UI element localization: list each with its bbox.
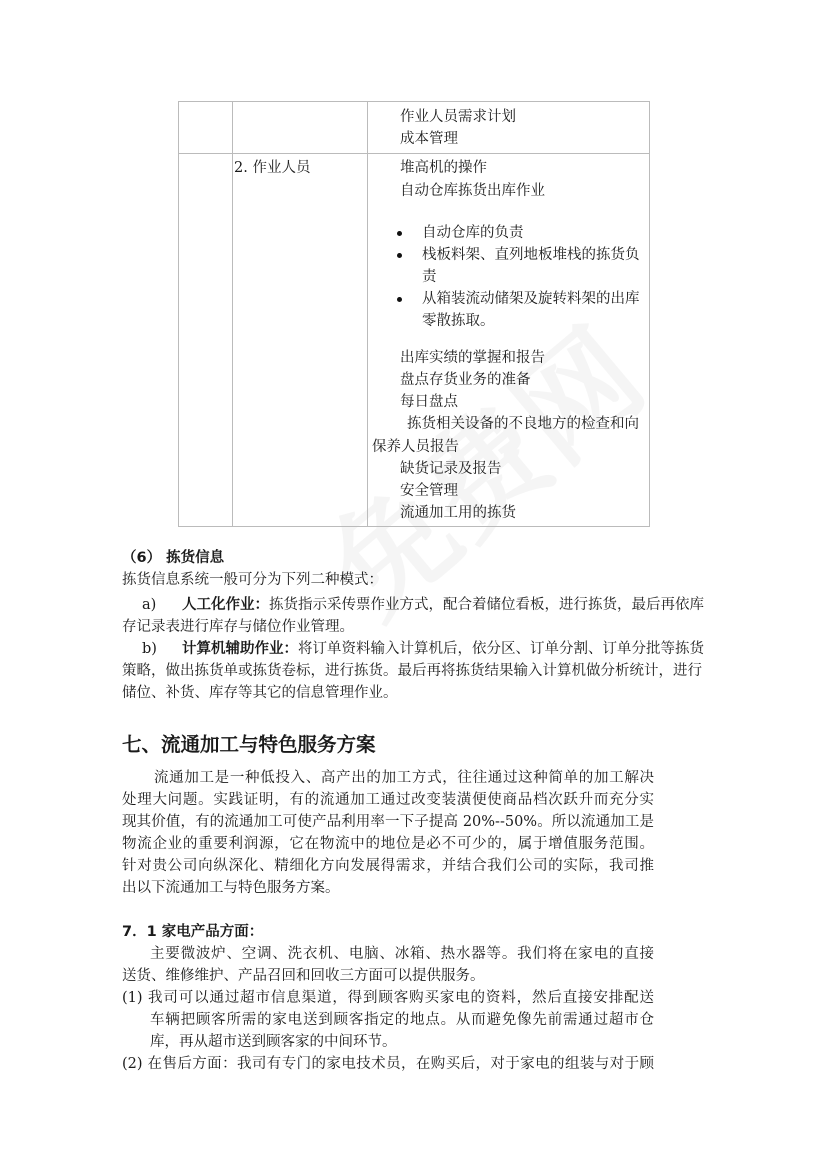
paragraph-line: 拣货信息系统一般可分为下列二种模式： <box>122 572 383 588</box>
paragraph-line: (1) 我司可以通过超市信息渠道，得到顾客购买家电的资料，然后直接安排配送 <box>122 990 654 1006</box>
paragraph-line: 针对贵公司向纵深化、精细化方向发展得需求，并结合我们公司的实际，我司推 <box>122 858 654 874</box>
paragraph-line: 物流企业的重要利润源，它在物流中的地位是必不可少的，属于增值服务范围。 <box>122 836 654 852</box>
table-cell-line: 自动仓库拣货出库作业 <box>400 183 545 199</box>
table-divider <box>232 102 233 526</box>
table-role: 2. 作业人员 <box>234 160 311 176</box>
table-cell-line: 每日盘点 <box>400 394 458 410</box>
table-cell-line: 安全管理 <box>400 483 458 499</box>
bullet-icon <box>397 253 402 258</box>
table-cell-line: 成本管理 <box>400 131 458 147</box>
paragraph-line: 车辆把顾客所需的家电送到顾客指定的地点。从而避免像先前需通过超市仓 <box>150 1012 654 1028</box>
heading-number: （6） <box>122 550 162 566</box>
item-title: 计算机辅助作业： <box>182 641 298 657</box>
paragraph-line: 储位、补货、库存等其它的信息管理作业。 <box>122 685 398 701</box>
item-title: 人工化作业： <box>182 597 269 613</box>
section-7-1-heading: 7．1 家电产品方面： <box>122 924 264 940</box>
table-cell-line: 保养人员报告 <box>372 439 459 455</box>
item-text: 将订单资料输入计算机后，依分区、订单分割、订单分批等拣货 <box>298 641 704 657</box>
paragraph-line: 库，再从超市送到顾客家的中间环节。 <box>150 1034 397 1050</box>
list-item-a <box>182 594 704 616</box>
bullet-item: 责 <box>422 269 437 285</box>
table-cell-line: 出库实绩的掌握和报告 <box>400 350 545 366</box>
paragraph-line: 策略，做出拣货单或拣货卷标，进行拣货。最后再将拣货结果输入计算机做分析统计，进行 <box>122 663 702 679</box>
bullet-item: 自动仓库的负责 <box>422 225 524 241</box>
list-item-b <box>182 638 704 660</box>
paragraph-line: 存记录表进行库存与储位作业管理。 <box>122 619 354 635</box>
paragraph-line: 主要微波炉、空调、洗衣机、电脑、冰箱、热水器等。我们将在家电的直接 <box>150 946 654 962</box>
table-cell-line: 盘点存货业务的准备 <box>400 372 531 388</box>
paragraph-line: 出以下流通加工与特色服务方案。 <box>122 880 340 896</box>
section-6-heading <box>122 547 224 569</box>
section-7-heading: 七、流通加工与特色服务方案 <box>122 733 376 756</box>
table-divider <box>179 153 649 154</box>
bullet-icon <box>397 231 402 236</box>
paragraph-line: (2) 在售后方面：我司有专门的家电技术员，在购买后，对于家电的组装与对于顾 <box>122 1056 654 1072</box>
table-cell-line: 拣货相关设备的不良地方的检查和向 <box>407 416 639 432</box>
paragraph-line: 现其价值，有的流通加工可使产品利用率一下子提高 20%--50%。所以流通加工是 <box>122 814 654 830</box>
list-marker: b) <box>142 641 157 657</box>
paragraph-line: 送货、维修维护、产品召回和回收三方面可以提供服务。 <box>122 968 485 984</box>
bullet-item: 零散拣取。 <box>422 313 495 329</box>
paragraph-line: 处理大问题。实践证明，有的流通加工通过改变装潢便使商品档次跃升而充分实 <box>122 792 654 808</box>
heading-text: 拣货信息 <box>166 550 225 566</box>
table-cell-line: 流通加工用的拣货 <box>400 505 516 521</box>
list-marker: a) <box>142 597 157 613</box>
bullet-icon <box>397 297 402 302</box>
table-cell-line: 堆高机的操作 <box>400 160 487 176</box>
item-text: 拣货指示采传票作业方式，配合着储位看板，进行拣货，最后再依库 <box>269 597 704 613</box>
table-cell-line: 作业人员需求计划 <box>400 109 516 125</box>
bullet-item: 栈板料架、直列地板堆栈的拣货负 <box>422 247 640 263</box>
bullet-item: 从箱装流动储架及旋转料架的出库 <box>422 291 640 307</box>
table-cell-line: 缺货记录及报告 <box>400 461 502 477</box>
paragraph-line: 流通加工是一种低投入、高产出的加工方式，往往通过这种简单的加工解决 <box>154 770 654 786</box>
table-divider <box>367 102 368 526</box>
